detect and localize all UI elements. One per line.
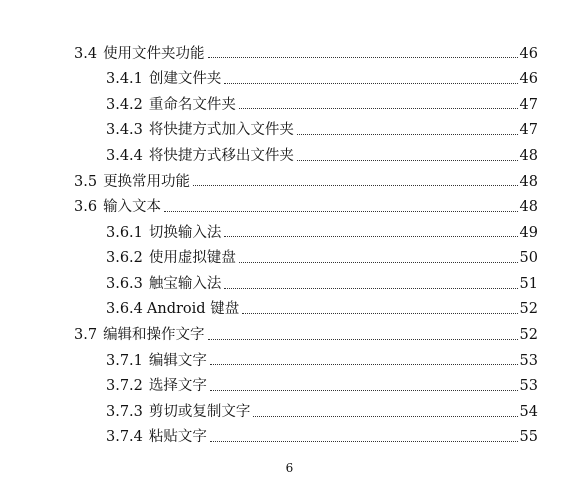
toc-entry-page: 51: [519, 275, 538, 292]
toc-entry-page: 47: [519, 96, 538, 113]
toc-entry-title: 编辑和操作文字: [103, 327, 205, 344]
dot-leader: [208, 57, 518, 58]
toc-entry-page: 46: [519, 71, 538, 88]
toc-entry-page: 52: [519, 301, 538, 318]
toc-entry-number: 3.6.4: [106, 301, 143, 318]
toc-entry-page: 53: [519, 378, 538, 395]
dot-leader: [253, 416, 517, 417]
toc-entry-3-4-2[interactable]: [0, 92, 579, 118]
toc-entry-page: 48: [519, 173, 538, 190]
toc-entry-3-7-1[interactable]: [0, 348, 579, 374]
toc-entry-3-5[interactable]: [0, 169, 579, 195]
toc-entry-page: 49: [519, 224, 538, 241]
dot-leader: [224, 236, 517, 237]
toc-entry-page: 48: [519, 147, 538, 164]
toc-entry-number: 3.4.2: [106, 96, 143, 113]
toc-entry-3-7-4[interactable]: [0, 425, 579, 451]
toc-entry-title: 使用虚拟键盘: [148, 250, 236, 267]
toc-entry-3-6-4[interactable]: [0, 297, 579, 323]
toc-entry-number: 3.6.1: [106, 224, 143, 241]
toc-entry-3-6[interactable]: [0, 195, 579, 221]
toc-entry-number: 3.4.4: [106, 147, 143, 164]
dot-leader: [210, 364, 518, 365]
toc-entry-3-6-3[interactable]: [0, 271, 579, 297]
toc-entry-number: 3.6.3: [106, 275, 143, 292]
toc-entry-number: 3.6.2: [106, 250, 143, 267]
dot-leader: [208, 339, 518, 340]
dot-leader: [224, 288, 517, 289]
toc-entry-page: 52: [519, 327, 538, 344]
toc-entry-title: 使用文件夹功能: [103, 45, 205, 62]
toc-entry-3-7-2[interactable]: [0, 374, 579, 400]
dot-leader: [164, 211, 517, 212]
toc-entry-number: 3.7.4: [106, 429, 143, 446]
dot-leader: [239, 262, 518, 263]
dot-leader: [239, 108, 518, 109]
toc-entry-title: 输入文本: [103, 199, 162, 216]
toc-entry-number: 3.4.1: [106, 71, 143, 88]
toc-entry-number: 3.7.2: [106, 378, 143, 395]
toc-entry-3-7[interactable]: [0, 323, 579, 349]
toc-entry-3-4[interactable]: [0, 41, 579, 67]
toc-entry-3-4-4[interactable]: [0, 143, 579, 169]
dot-leader: [210, 390, 518, 391]
toc-entry-page: 50: [519, 250, 538, 267]
toc-entry-number: 3.4: [74, 45, 98, 62]
toc-entry-title: 编辑文字: [148, 352, 207, 369]
toc-entry-3-6-1[interactable]: [0, 220, 579, 246]
toc-entry-number: 3.4.3: [106, 122, 143, 139]
dot-leader: [224, 83, 517, 84]
toc-entry-title: 重命名文件夹: [148, 96, 236, 113]
toc-entry-title: 将快捷方式加入文件夹: [148, 122, 294, 139]
dot-leader: [242, 313, 517, 314]
toc-entry-title: 剪切或复制文字: [148, 403, 251, 420]
toc-entry-3-6-2[interactable]: [0, 246, 579, 272]
table-of-contents: [0, 41, 579, 451]
toc-entry-title: 更换常用功能: [103, 173, 191, 190]
toc-entry-number: 3.7: [74, 327, 98, 344]
toc-entry-page: 54: [519, 403, 538, 420]
toc-entry-3-7-3[interactable]: [0, 399, 579, 425]
toc-entry-page: 46: [519, 45, 538, 62]
dot-leader: [210, 441, 518, 442]
toc-entry-3-4-3[interactable]: [0, 118, 579, 144]
toc-entry-title: 创建文件夹: [148, 71, 222, 88]
dot-leader: [297, 160, 518, 161]
toc-entry-number: 3.7.3: [106, 403, 143, 420]
toc-entry-page: 47: [519, 122, 538, 139]
toc-entry-title: 将快捷方式移出文件夹: [148, 147, 294, 164]
toc-entry-title: Android 键盘: [146, 301, 240, 318]
toc-entry-title: 选择文字: [148, 378, 207, 395]
dot-leader: [193, 185, 517, 186]
page-number: 6: [285, 461, 294, 475]
toc-entry-page: 48: [519, 199, 538, 216]
toc-entry-number: 3.6: [74, 199, 98, 216]
toc-entry-page: 55: [519, 429, 538, 446]
toc-entry-3-4-1[interactable]: [0, 67, 579, 93]
toc-entry-title: 切换输入法: [148, 224, 222, 241]
dot-leader: [297, 134, 518, 135]
toc-entry-page: 53: [519, 352, 538, 369]
toc-entry-number: 3.7.1: [106, 352, 143, 369]
toc-entry-title: 触宝输入法: [148, 275, 222, 292]
toc-entry-title: 粘贴文字: [148, 429, 207, 446]
toc-entry-number: 3.5: [74, 173, 98, 190]
